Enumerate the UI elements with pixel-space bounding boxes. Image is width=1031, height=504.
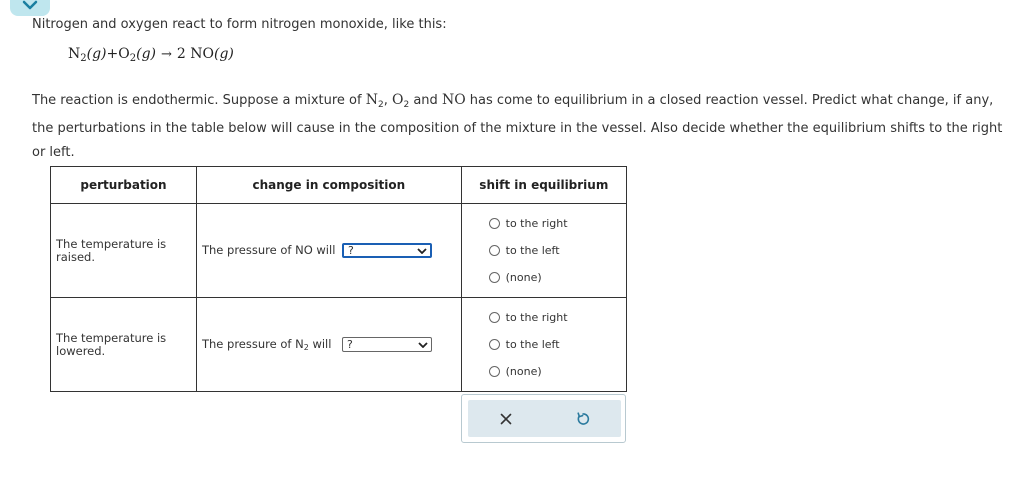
clear-button[interactable]	[491, 404, 521, 434]
answer-actions	[461, 394, 626, 443]
pressure-n2-select[interactable]: ?	[342, 337, 432, 352]
radio-button[interactable]	[489, 218, 500, 229]
shift-cell	[461, 298, 626, 392]
perturbation-table	[50, 166, 627, 392]
reaction-equation: $N_2(g)$ + $O_2(g)$ → 2 NO(g)	[68, 46, 234, 64]
intro-text: Nitrogen and oxygen react to form nitrogen monoxide, like this:	[32, 17, 447, 32]
pressure-no-select[interactable]: ?	[342, 243, 432, 258]
radio-option-none[interactable]: (none)	[489, 358, 626, 385]
undo-icon	[576, 412, 590, 426]
radio-option-left[interactable]: to the left	[489, 237, 626, 264]
header-change: change in composition	[196, 167, 461, 204]
table-row	[51, 204, 627, 298]
chevron-down-icon	[417, 248, 427, 254]
header-shift: shift in equilibrium	[461, 167, 626, 204]
radio-button[interactable]	[489, 272, 500, 283]
radio-option-right[interactable]: to the right	[489, 210, 626, 237]
problem-description: The reaction is endothermic. Suppose a mixture of $N_2$, $O_2$ and NO has come to equilibrium in a closed reaction vessel. Predict what change, if any, the perturbations in the table below will cause in the composition of the mixture in the vessel. Also decide whether the equilibrium shifts to the right or left.	[32, 92, 1003, 160]
reactant-n2: $N_2(g)$	[68, 46, 107, 64]
x-icon	[500, 413, 512, 425]
change-cell	[196, 298, 461, 392]
radio-option-left[interactable]: to the left	[489, 331, 626, 358]
radio-option-none[interactable]: (none)	[489, 264, 626, 291]
chevron-down-icon	[22, 0, 38, 10]
change-cell	[196, 204, 461, 298]
table-row	[51, 298, 627, 392]
radio-button[interactable]	[489, 339, 500, 350]
perturbation-cell: The temperature is raised.	[51, 204, 197, 298]
radio-button[interactable]	[489, 366, 500, 377]
header-perturbation: perturbation	[51, 167, 197, 204]
undo-button[interactable]	[568, 404, 598, 434]
action-bar	[468, 400, 621, 437]
reactant-o2: $O_2(g)$	[118, 46, 156, 64]
radio-option-right[interactable]: to the right	[489, 304, 626, 331]
change-label: The pressure of NO will	[201, 243, 336, 257]
radio-button[interactable]	[489, 312, 500, 323]
reaction-arrow: →	[161, 47, 172, 62]
perturbation-cell: The temperature is lowered.	[51, 298, 197, 392]
change-label: The pressure of $N_2$ will	[201, 337, 332, 352]
collapse-tab[interactable]	[10, 0, 50, 16]
shift-cell	[461, 204, 626, 298]
radio-button[interactable]	[489, 245, 500, 256]
chevron-down-icon	[418, 342, 428, 348]
product-no: 2 NO(g)	[176, 46, 234, 62]
